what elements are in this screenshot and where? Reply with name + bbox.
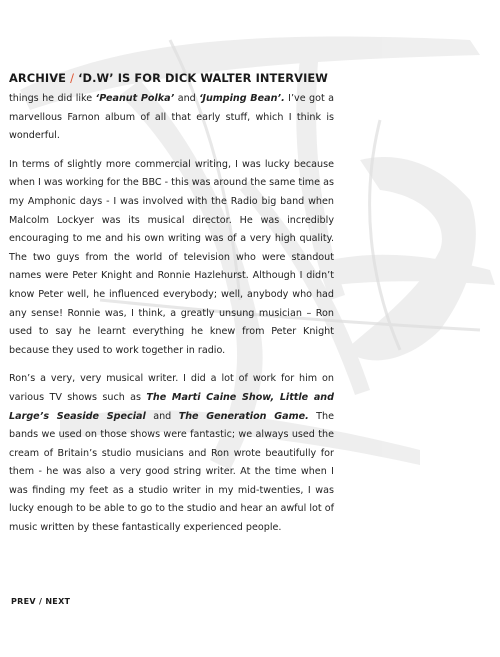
show-title-generation-game: The Generation Game. [178,410,309,422]
show-titles: The Marti Caine Show, Little and Large’s Seaside Special [9,391,334,422]
paragraph-1: things he did like ‘Peanut Polka’ and ‘Jumping Bean’. I’ve got a marvellous Farnon album of all that early stuff, which I think is wonderful. [9,93,334,142]
breadcrumb-archive[interactable]: ARCHIVE [9,71,67,85]
prev-link[interactable]: PREV [11,597,36,606]
paragraph-2: In terms of slightly more commercial writing, I was lucky because when I was working for the BBC - this was around the same time as my Amphonic days - I was involved with the Radio big band when Malcolm Lockyer was its musical director. He was incredibly encouraging to me and his own writing was of a very high quality. The two guys from the world of television who were standout names were Peter Knight and Ronnie Hazlehurst. Although I didn’t know Peter well, he influenced everybody; well, anybody who had any sense! Ronnie was, I think, a greatly unsung musician – Ron used to say he learnt everything he knew from Peter Knight because they used to work together in radio. [9,158,334,356]
song-title-jumping-bean: ‘Jumping Bean’. [199,93,285,104]
pagination-nav [11,597,70,606]
nav-separator: / [38,597,43,606]
next-link[interactable]: NEXT [45,597,71,606]
paragraph-3: Ron’s a very, very musical writer. I did a lot of work for him on various TV shows such as The Marti Caine Show, Little and Large’s Seaside Special and The Generation Game. The bands we used on those shows were fantastic; we always used the cream of Britain’s studio musicians and Ron wrote beautifully for them - he was also a very good string writer. At the time when I was finding my feet as a studio writer in my mid-twenties, I was lucky enough to be able to go to the studio and hear an awful lot of music written by these fantastically experienced people. [9,373,334,534]
article-content [9,70,334,548]
article-title: ‘D.W’ IS FOR DICK WALTER INTERVIEW [78,71,328,85]
song-title-peanut-polka: ‘Peanut Polka’ [95,93,175,104]
page-title [9,70,334,86]
breadcrumb-separator: / [70,71,75,85]
